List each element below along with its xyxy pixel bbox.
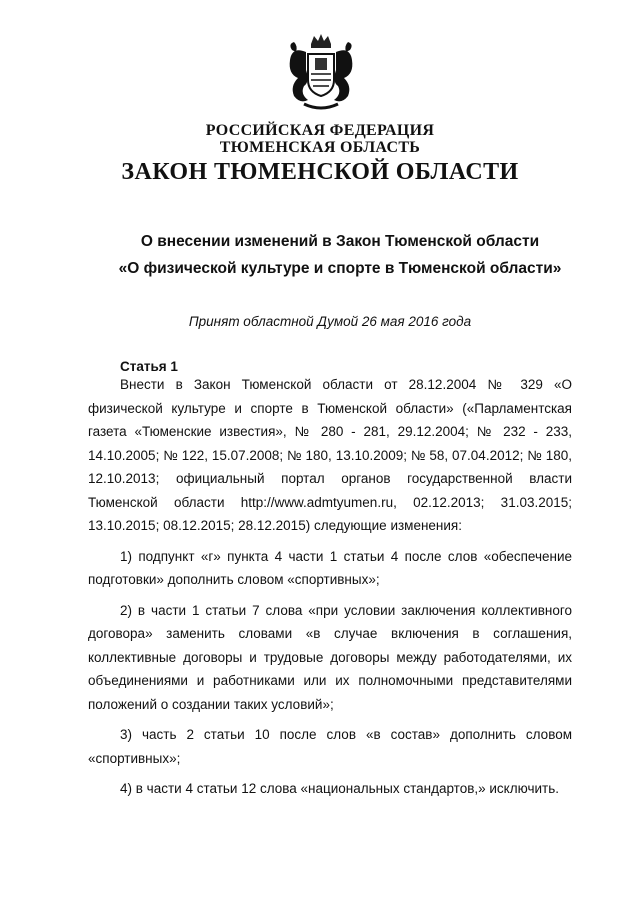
amendment-item-3: 3) часть 2 статьи 10 после слов «в состав» дополнить словом «спортивных»; xyxy=(88,727,572,766)
article-intro-paragraph: Внести в Закон Тюменской области от 28.12.2004 № 329 «О физической культуре и спорте в Тюменской области» («Парламентская газета «Тюменские известия», № 280 - 281, 29.12.2004; № 232 - 233, 14.10.2005; № 122, 15.07.2008; № 180, 13.10.2009; № 58, 07.04.2012; № 180, 12.10.2013; официальный портал органов государственной власти Тюменской области http://www.admtyumen.ru, 02.12.2013; 31.03.2015; 13.10.2015; 08.12.2015; 28.12.2015) следующие изменения: xyxy=(88,377,572,533)
law-title-line-1: О внесении изменений в Закон Тюменской области xyxy=(140,233,540,250)
amendment-item-1: 1) подпункт «г» пункта 4 части 1 статьи 4 после слов «обеспечение подготовки» дополнить словом «спортивных»; xyxy=(88,548,572,587)
amendment-item-2: 2) в части 1 статьи 7 слова «при условии заключения коллективного договора» заменить словами «в случае включения в соглашения, коллективные договоры и трудовые договоры между работодателями, их объединениями и работниками или их полномочными представителями положений о создании таких условий»; xyxy=(88,602,572,712)
header-country: РОССИЙСКАЯ ФЕДЕРАЦИЯ xyxy=(205,122,435,139)
adoption-note: Принят областной Думой 26 мая 2016 года xyxy=(188,314,472,329)
header-law-type: ЗАКОН ТЮМЕНСКОЙ ОБЛАСТИ xyxy=(121,159,519,185)
article-heading: Статья 1 xyxy=(120,359,178,374)
article-body xyxy=(88,373,572,808)
law-title-line-2: «О физической культуре и спорте в Тюменской области» xyxy=(118,260,562,277)
header-region: ТЮМЕНСКАЯ ОБЛАСТЬ xyxy=(219,139,421,156)
coat-of-arms-emblem xyxy=(278,30,364,116)
amendment-item-4: 4) в части 4 статьи 12 слова «национальных стандартов,» исключить. xyxy=(120,781,559,796)
